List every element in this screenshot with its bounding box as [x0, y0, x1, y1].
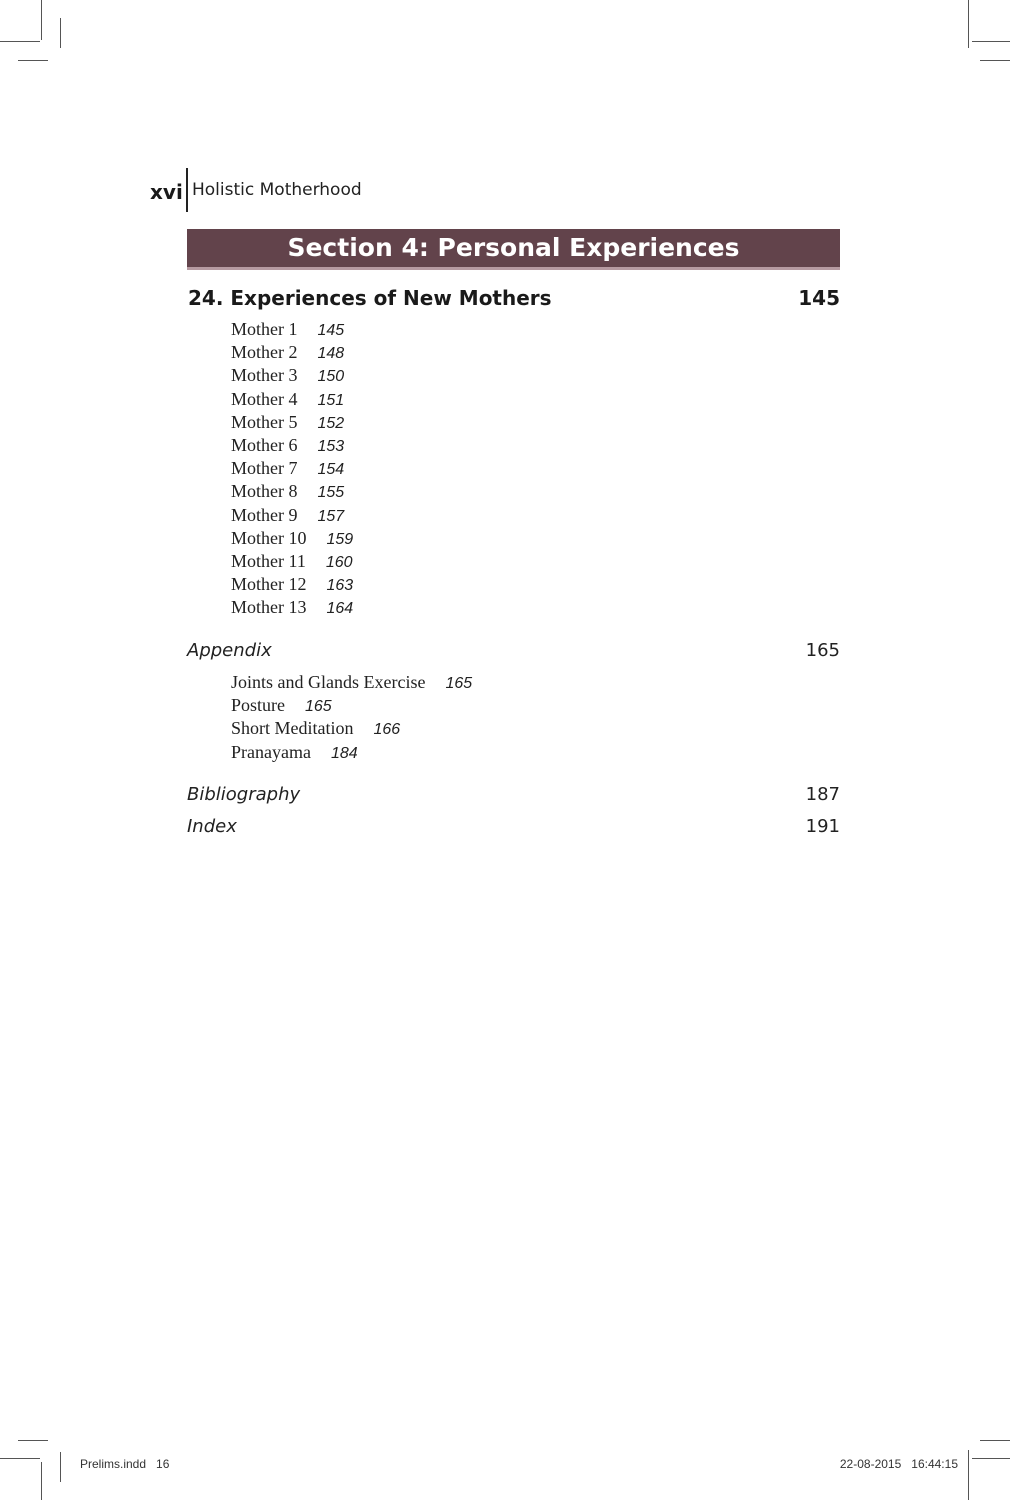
toc-entry — [231, 411, 353, 434]
entry-page-number: 151 — [317, 391, 345, 409]
running-head-rule — [186, 168, 188, 212]
crop-mark — [0, 1458, 40, 1459]
entry-label: Short Meditation — [231, 718, 354, 739]
entry-page-number: 163 — [326, 577, 354, 595]
entry-label: Mother 7 — [231, 458, 298, 479]
entry-label: Mother 4 — [231, 388, 298, 409]
crop-mark — [18, 1440, 48, 1441]
entry-page-number: 155 — [317, 484, 345, 502]
crop-mark — [980, 1440, 1010, 1441]
entry-label: Joints and Glands Exercise — [231, 672, 426, 692]
toc-entry — [231, 550, 353, 573]
toc-entry — [231, 434, 353, 457]
entry-label: Mother 5 — [231, 411, 298, 432]
entry-label: Mother 13 — [231, 597, 307, 618]
toc-entry — [231, 717, 472, 740]
slug-file-info — [80, 1457, 169, 1471]
entry-page-number: 184 — [330, 744, 358, 762]
crop-mark — [972, 41, 1010, 42]
entry-label: Mother 9 — [231, 504, 298, 525]
index-page-number: 191 — [805, 816, 840, 837]
entry-page-number: 165 — [445, 675, 473, 692]
toc-entry — [231, 504, 353, 527]
slug-time: 16:44:15 — [911, 1457, 958, 1471]
folio: xvi — [150, 180, 183, 204]
toc-entry — [231, 388, 353, 411]
chapter-page-number: 145 — [798, 286, 840, 310]
toc-entry — [231, 694, 472, 717]
entry-page-number: 152 — [317, 414, 345, 432]
slug-file-name: Prelims.indd — [80, 1457, 147, 1471]
toc-entry — [231, 318, 353, 341]
chapter-entry-list — [231, 318, 353, 619]
crop-mark — [980, 60, 1010, 61]
entry-label: Posture — [231, 695, 285, 716]
entry-label: Mother 10 — [231, 527, 307, 548]
toc-entry — [231, 527, 353, 550]
toc-entry — [231, 457, 353, 480]
slug-timestamp — [840, 1457, 958, 1471]
entry-label: Mother 8 — [231, 481, 298, 502]
entry-page-number: 165 — [305, 698, 332, 716]
crop-mark — [60, 18, 61, 48]
entry-label: Mother 12 — [231, 574, 307, 595]
entry-page-number: 150 — [317, 368, 345, 386]
entry-label: Mother 1 — [231, 319, 298, 339]
toc-entry — [231, 596, 353, 619]
bibliography-title: Bibliography — [187, 784, 301, 805]
toc-entry — [231, 671, 472, 694]
entry-page-number: 166 — [373, 721, 401, 739]
entry-page-number: 164 — [326, 600, 354, 618]
appendix-title: Appendix — [187, 640, 272, 661]
entry-page-number: 148 — [317, 345, 345, 363]
toc-entry — [231, 480, 353, 503]
entry-label: Mother 6 — [231, 434, 298, 455]
entry-page-number: 154 — [317, 461, 345, 479]
entry-page-number: 159 — [326, 530, 354, 548]
crop-mark — [968, 1450, 969, 1500]
toc-entry — [231, 341, 353, 364]
entry-page-number: 153 — [317, 437, 345, 455]
index-title: Index — [187, 816, 237, 837]
entry-page-number: 160 — [325, 553, 353, 571]
slug-page-number: 16 — [156, 1457, 170, 1471]
toc-entry — [231, 573, 353, 596]
crop-mark — [972, 1458, 1010, 1459]
crop-mark — [968, 0, 969, 48]
appendix-entry-list — [231, 671, 472, 764]
section-banner: Section 4: Personal Experiences — [187, 229, 840, 270]
chapter-title: 24. Experiences of New Mothers — [188, 286, 552, 310]
entry-label: Pranayama — [231, 741, 311, 762]
toc-entry — [231, 741, 472, 764]
crop-mark — [60, 1452, 61, 1482]
entry-label: Mother 2 — [231, 342, 298, 363]
entry-page-number: 157 — [317, 507, 345, 525]
bibliography-page-number: 187 — [805, 784, 840, 805]
entry-page-number: 145 — [317, 322, 345, 339]
crop-mark — [41, 1462, 42, 1500]
entry-label: Mother 3 — [231, 365, 298, 386]
entry-label: Mother 11 — [231, 550, 306, 571]
crop-mark — [41, 0, 42, 40]
crop-mark — [0, 41, 40, 42]
book-title: Holistic Motherhood — [192, 180, 362, 200]
toc-entry — [231, 364, 353, 387]
crop-mark — [18, 60, 48, 61]
slug-date: 22-08-2015 — [839, 1457, 902, 1471]
appendix-page-number: 165 — [805, 640, 840, 661]
